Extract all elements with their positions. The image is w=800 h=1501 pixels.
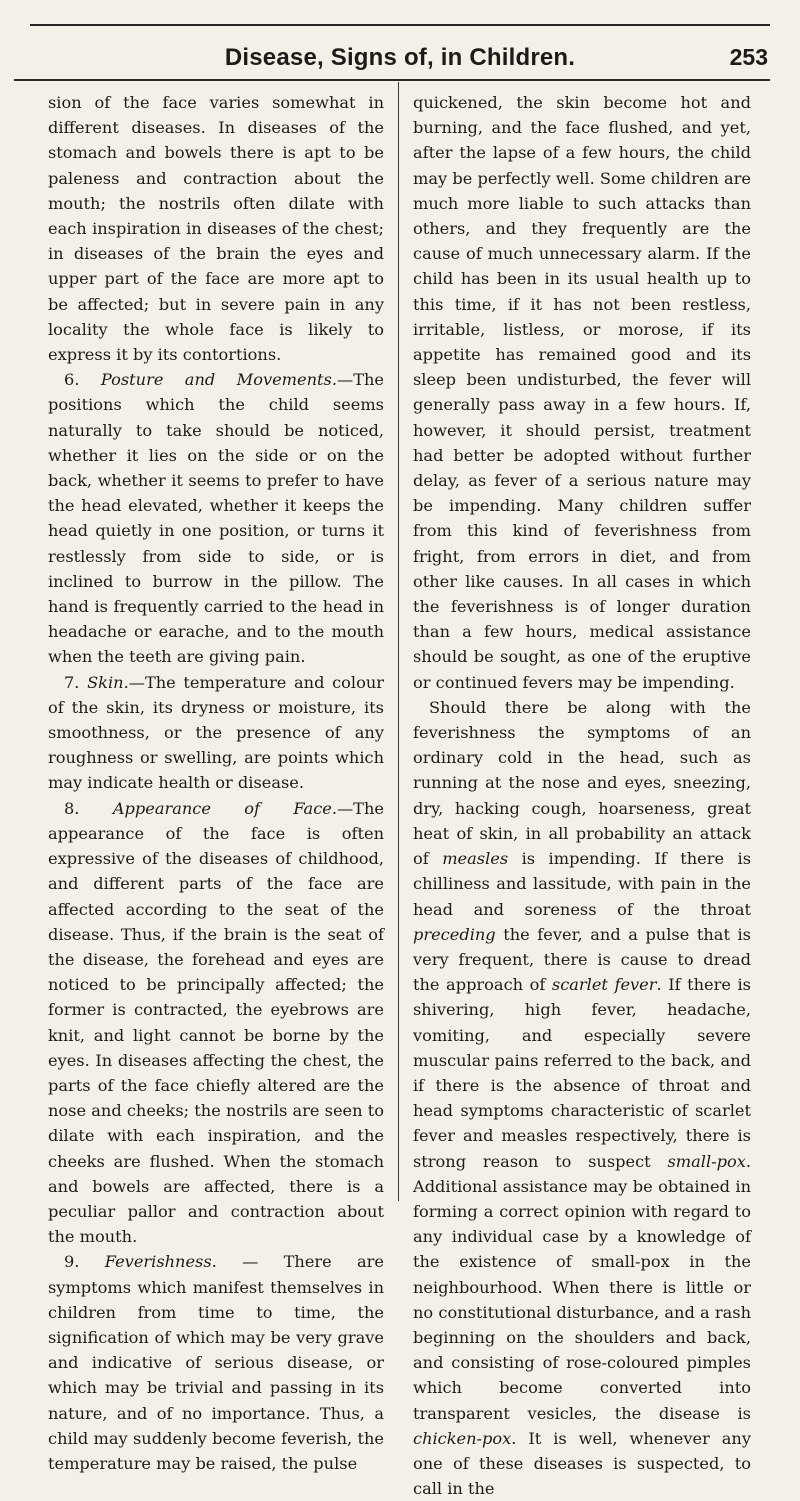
term-scarlet-fever: scarlet fever [551,975,657,995]
section-number: 9. [64,1252,80,1272]
term-chicken-pox: chicken-pox [413,1428,512,1448]
section-skin [48,670,384,796]
text-run: is impending. If there is chilliness and lassitude, with pain in the head and soreness of the throat [413,849,751,919]
right-column [413,90,751,1499]
term-small-pox: small-pox [667,1151,746,1171]
section-number: 6. [64,370,80,390]
text-run: . Additional assistance may be obtained in forming a correct opinion with regard to any individual case by a knowledge of the existence of small-pox in the neighbourhood. When there is little or no constitutional disturbance, and a rash beginning on the shoulders and back, and consisting of rose-coloured pimples which become converted into transparent vesicles, the disease is [413,1151,751,1423]
left-column [48,90,384,1473]
section-feverishness [48,1249,384,1476]
continued-paragraph: quickened, the skin become hot and burning, and the face flushed, and yet, after the lapse of a few hours, the child may be perfectly well. Some children are much more liable to such attacks than others, and they frequently are the cause of much unnecessary alarm. If the child has been in its usual health up to this time, if it has not been restless, irritable, listless, or morose, if its appetite has remained good and its sleep been undisturbed, the fever will generally pass away in a few hours. If, however, it should persist, treatment had better be adopted without further delay, as fever of a serious nature may be impending. Many children suffer from this kind of feverishness from fright, from errors in diet, and from other like causes. In all cases in which the feverishness is of longer duration than a few hours, medical assistance should be sought, as one of the eruptive or continued fevers may be impending. [413,93,751,692]
section-heading: Feverishness. [104,1252,217,1272]
running-title: Disease, Signs of, in Children. [224,44,576,71]
section-body: —The positions which the child seems naturally to take should be noticed, whether it lies on the side or on the back, whether it seems to prefer to have the head elevated, whether it keeps the head quietly in one position, or turns it restlessly from side to side, or is inclined to burrow in the pillow. The hand is frequently carried to the head in headache or earache, and to the mouth when the teeth are giving pain. [48,370,384,667]
term-preceding: preceding [413,924,496,944]
column-divider [398,82,399,1201]
text-run: . If there is shivering, high fever, headache, vomiting, and especially severe muscular pains referred to the back, and if there is the absence of throat and head symptoms characteristic of scarlet fever and measles respectively, there is strong reason to suspect [413,975,751,1171]
section-number: 7. [64,672,80,692]
section-posture-and-movements [48,367,384,669]
section-number: 8. [64,798,80,818]
page-header [30,34,770,74]
term-measles: measles [442,849,509,869]
section-body: — There are symptoms which manifest themselves in children from time to time, the signification of which may be very grave and indicative of serious disease, or which may be trivial and passing in its nature, and of no importance. Thus, a child may suddenly become feverish, the temperature may be raised, the pulse [48,1252,384,1473]
page-number: 253 [729,44,768,70]
header-bottom-rule [14,79,770,81]
section-appearance-of-face [48,796,384,1250]
text-run: Should there be along with the feverishness the symptoms of an ordinary cold in the head, such as running at the nose and eyes, sneezing, dry, hacking cough, hoarseness, great heat of skin, in all probability an attack of [413,697,751,869]
continued-paragraph: sion of the face varies somewhat in different diseases. In diseases of the stomach and bowels there is apt to be paleness and contraction about the mouth; the nostrils often dilate with each inspiration in diseases of the chest; in diseases of the brain the eyes and upper part of the face are more apt to be affected; but in severe pain in any locality the whole face is likely to express it by its contortions. [48,93,384,365]
text-run: the fever, and a pulse that is very frequent, there is cause to dread the approach of [413,924,751,995]
section-heading: Skin. [87,672,129,692]
section-body: —The temperature and colour of the skin, its dryness or moisture, its smoothness, or the presence of any roughness or swelling, are points which may indicate health or disease. [48,672,384,793]
text-run: . It is well, whenever any one of these diseases is suspected, to call in the [413,1428,751,1499]
section-heading: Appearance of Face. [112,798,337,818]
header-top-rule [30,24,770,26]
section-body: —The appearance of the face is often expressive of the diseases of childhood, and different parts of the face are affected according to the seat of the disease. Thus, if the brain is the seat of the disease, the forehead and eyes are noticed to be principally affected; the former is contracted, the eyebrows are knit, and light cannot be borne by the eyes. In diseases affecting the chest, the parts of the face chiefly altered are the nose and cheeks; the nostrils are seen to dilate with each inspiration, and the cheeks are flushed. When the stomach and bowels are affected, there is a peculiar pallor and contraction about the mouth. [48,798,384,1247]
paragraph-eruptive-fevers [413,695,751,1501]
section-heading: Posture and Movements. [100,370,337,390]
